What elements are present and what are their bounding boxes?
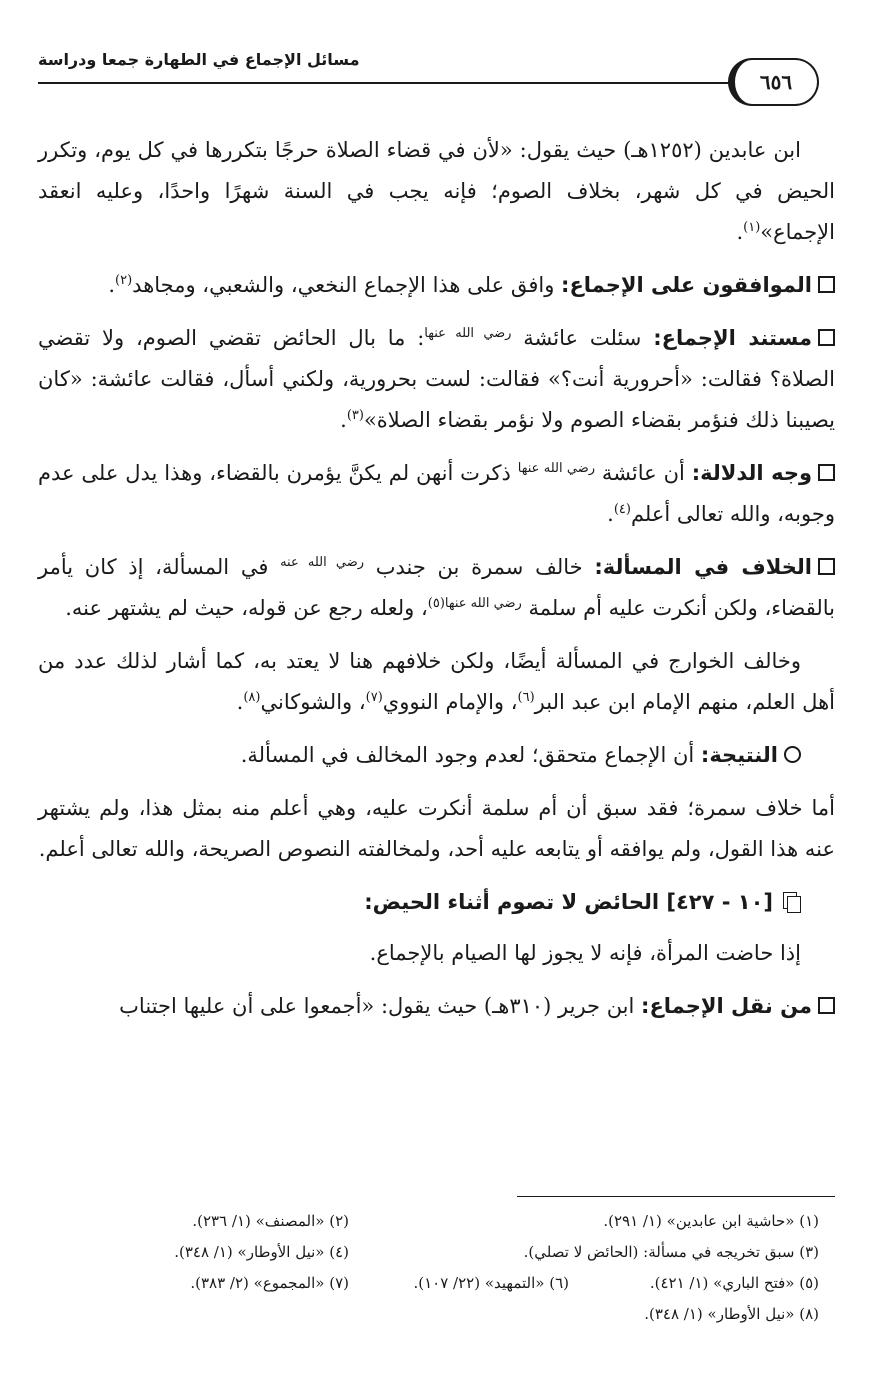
paragraph-result (38, 735, 835, 776)
paragraph-statement (38, 933, 835, 974)
body-text (38, 130, 835, 1039)
footnote-row (50, 1268, 819, 1299)
paragraph-text: وخالف الخوارج في المسألة أيضًا، ولكن خلافهم هنا لا يعتد به، كما أشار لذلك عدد من أهل العلم، منهم الإمام ابن عبد البر (38, 649, 835, 714)
section-heading (38, 882, 835, 923)
footnote-ref: (٧) (365, 690, 383, 705)
square-bullet-icon (818, 464, 835, 481)
footnote-ref: (٤) (613, 502, 631, 517)
page-header (38, 44, 819, 94)
paragraph-text: ابن جرير (٣١٠هـ) حيث يقول: «أجمعوا على أن عليها اجتناب (119, 994, 642, 1018)
footnote-row (50, 1237, 819, 1268)
footnote-ref: (٢) (115, 273, 133, 288)
footnote-6: (٦) «التمهيد» (٢٢/ ١٠٧). (413, 1274, 569, 1292)
section-heading-text: [١٠ - ٤٢٧] الحائض لا تصوم أثناء الحيض: (364, 890, 773, 914)
document-copy-icon (783, 892, 801, 912)
paragraph-indication: وجه الدلالة: أن عائشة $^{رضي الله عنها}$ ذكرت أنهن لم يكنَّ يؤمرن بالقضاء، وهذا يدل على عدم وجوبه، والله تعالى أعلم$^{(٤)}$. (38, 461, 835, 526)
paragraph-text: ابن عابدين (١٢٥٢هـ) حيث يقول: «لأن في قضاء الصلاة حرجًا بتكررها في كل يوم، وتكرر الحيض في كل شهر، بخلاف الصوم؛ فإنه يجب في السنة شهرًا واحدًا، وعليه انعقد الإجماع» (38, 138, 835, 244)
footnote-ref: (٦) (517, 690, 535, 705)
footnotes (50, 1206, 819, 1330)
term-label: النتيجة: (700, 743, 778, 767)
square-bullet-icon (818, 997, 835, 1014)
honorific-glyph: رضي الله عنها (424, 326, 512, 341)
term-label: الموافقون على الإجماع: (561, 273, 812, 297)
term-label: مستند الإجماع: (653, 326, 812, 350)
paragraph-samura (38, 788, 835, 870)
paragraph-text: ، ولعله رجع عن قوله، حيث لم يشتهر عنه. (65, 596, 428, 620)
honorific-glyph: رضي الله عنها (444, 596, 522, 611)
paragraph-text: أن الإجماع متحقق؛ لعدم وجود المخالف في المسألة. (240, 743, 701, 767)
paragraph-khawarij: وخالف الخوارج في المسألة أيضًا، ولكن خلافهم هنا لا يعتد به، كما أشار لذلك عدد من أهل العلم، منهم الإمام ابن عبد البر$^{(٦)}$، والإمام النووي$^{(٧)}$، والشوكاني$^{(٨)}$. (38, 649, 835, 714)
footnote-3: (٣) سبق تخريجه في مسألة: (الحائض لا تصلي). (523, 1243, 819, 1261)
footnote-ref: (٣) (346, 408, 364, 423)
square-bullet-icon (818, 276, 835, 293)
paragraph-text: أن عائشة (595, 461, 692, 485)
square-bullet-icon (818, 329, 835, 346)
honorific-glyph: رضي الله عنها (517, 461, 596, 476)
running-title: مسائل الإجماع في الطهارة جمعا ودراسة (38, 50, 360, 69)
paragraph-transmitter (38, 986, 835, 1027)
footnote-2: (٢) «المصنف» (١/ ٢٣٦). (192, 1212, 349, 1230)
page-number: ٦٥٦ (728, 58, 819, 106)
footnote-7: (٧) «المجموع» (٢/ ٣٨٣). (190, 1274, 349, 1292)
header-rule (38, 82, 739, 84)
honorific-glyph: رضي الله عنه (280, 555, 365, 570)
paragraph-text: ذكرت أنهن لم يكنَّ يؤمرن بالقضاء، وهذا يدل على عدم وجوبه، والله تعالى أعلم (38, 461, 835, 526)
footnote-row (50, 1206, 819, 1237)
paragraph-text: إذا حاضت المرأة، فإنه لا يجوز لها الصيام بالإجماع. (369, 941, 801, 965)
term-label: الخلاف في المسألة: (594, 555, 812, 579)
paragraph-text: أما خلاف سمرة؛ فقد سبق أن أم سلمة أنكرت عليه، وهي أعلم منه بمثل هذا، ولم يشتهر عنه هذا القول، ولم يوافقه أو يتابعه عليه أحد، ولمخالفته النصوص الصريحة، والله تعالى أعلم. (38, 796, 835, 861)
footnote-ref: (٨) (243, 690, 261, 705)
footnote-5: (٥) «فتح الباري» (١/ ٤٢١). (649, 1274, 819, 1292)
paragraph-text: خالف سمرة بن جندب (364, 555, 595, 579)
square-bullet-icon (818, 558, 835, 575)
paragraph-text: : ما بال الحائض تقضي الصوم، ولا تقضي الصلاة؟ فقالت: «أحرورية أنت؟» فقالت: لست بحرورية، ولكني أسأل، فقالت عائشة: «كان يصيبنا ذلك فنؤمر بقضاء الصوم ولا نؤمر بقضاء الصلاة» (38, 326, 835, 432)
footnote-ref: (١) (743, 220, 761, 235)
paragraph-basis: مستند الإجماع: سئلت عائشة $^{رضي الله عنها}$: ما بال الحائض تقضي الصوم، ولا تقضي الصلاة؟ فقالت: «أحرورية أنت؟» فقالت: لست بحرورية، ولكني أسأل، فقالت عائشة: «كان يصيبنا ذلك فنؤمر بقضاء الصوم ولا نؤمر بقضاء الصلاة»$^{(٣)}$. (38, 326, 835, 432)
paragraph-text: ، والإمام النووي (382, 690, 518, 714)
footnote-rule (517, 1196, 835, 1197)
circle-bullet-icon (784, 746, 801, 763)
footnote-row (50, 1299, 819, 1330)
paragraph-disagreement (38, 547, 835, 629)
paragraph-text: في المسألة، إذ كان يأمر بالقضاء، ولكن أنكرت عليه أم سلمة (38, 555, 835, 620)
term-label: وجه الدلالة: (691, 461, 813, 485)
footnote-ref: (٥) (427, 596, 445, 611)
footnote-4: (٤) «نيل الأوطار» (١/ ٣٤٨). (174, 1243, 349, 1261)
paragraph-agreers: الموافقون على الإجماع: وافق على هذا الإجماع النخعي، والشعبي، ومجاهد$^{(٢)}$. (38, 265, 835, 306)
paragraph-ibn-abidin: ابن عابدين (١٢٥٢هـ) حيث يقول: «لأن في قضاء الصلاة حرجًا بتكررها في كل يوم، وتكرر الحيض في كل شهر، بخلاف الصوم؛ فإنه يجب في السنة شهرًا واحدًا، وعليه انعقد الإجماع»$^{(١)}$. (38, 138, 835, 244)
paragraph-text: سئلت عائشة (511, 326, 654, 350)
footnote-8: (٨) «نيل الأوطار» (١/ ٣٤٨). (644, 1305, 819, 1323)
paragraph-text: ، والشوكاني (260, 690, 366, 714)
paragraph-text: وافق على هذا الإجماع النخعي، والشعبي، ومجاهد (132, 273, 562, 297)
term-label: من نقل الإجماع: (641, 994, 812, 1018)
footnote-1: (١) «حاشية ابن عابدين» (١/ ٢٩١). (603, 1212, 819, 1230)
